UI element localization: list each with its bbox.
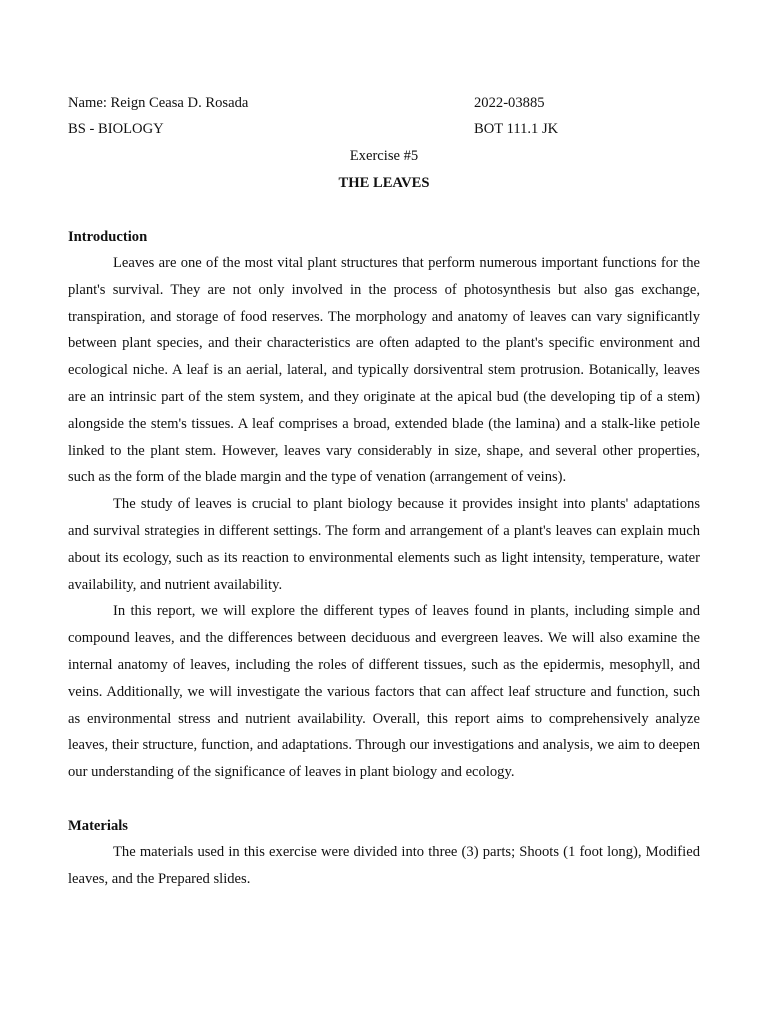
materials-paragraph-1: The materials used in this exercise were divided into three (3) parts; Shoots (1 foot long), Modified leaves, and the Prepared slides. bbox=[68, 844, 700, 887]
introduction-body bbox=[68, 250, 700, 786]
introduction-paragraph-3: In this report, we will explore the different types of leaves found in plants, including simple and compound leaves, and the differences between deciduous and evergreen leaves. We will also examine the internal anatomy of leaves, including the roles of different tissues, such as the epidermis, mesophyll, and veins. Additionally, we will investigate the various factors that can affect leaf structure and function, such as environmental stress and nutrient availability. Overall, this report aims to comprehensively analyze leaves, their structure, function, and adaptations. Through our investigations and analysis, we aim to deepen our understanding of the significance of leaves in plant biology and ecology. bbox=[68, 603, 700, 781]
program: BS - BIOLOGY bbox=[68, 121, 164, 137]
introduction-heading: Introduction bbox=[68, 229, 148, 245]
materials-body bbox=[68, 839, 700, 893]
exercise-number: Exercise #5 bbox=[349, 148, 419, 164]
student-id: 2022-03885 bbox=[474, 95, 545, 111]
course-code: BOT 111.1 JK bbox=[474, 121, 559, 137]
document-title: THE LEAVES bbox=[338, 175, 430, 191]
student-name: Name: Reign Ceasa D. Rosada bbox=[68, 95, 249, 111]
introduction-paragraph-1: Leaves are one of the most vital plant structures that perform numerous important functions for the plant's survival. They are not only involved in the process of photosynthesis but also gas exchange, transpiration, and storage of food reserves. The morphology and anatomy of leaves can vary significantly between plant species, and their characteristics are often adapted to the plant's specific environment and ecological niche. A leaf is an aerial, lateral, and typically dorsiventral stem protrusion. Botanically, leaves are an intrinsic part of the stem system, and they originate at the apical bud (the developing tip of a stem) alongside the stem's tissues. A leaf comprises a broad, extended blade (the lamina) and a stalk-like petiole linked to the plant stem. However, leaves vary considerably in size, shape, and several other properties, such as the form of the blade margin and the type of venation (arrangement of veins). bbox=[68, 255, 700, 486]
materials-heading: Materials bbox=[68, 818, 128, 834]
introduction-paragraph-2: The study of leaves is crucial to plant biology because it provides insight into plants' adaptations and survival strategies in different settings. The form and arrangement of a plant's leaves can explain much about its ecology, such as its reaction to environmental elements such as light intensity, temperature, water availability, and nutrient availability. bbox=[68, 496, 700, 593]
